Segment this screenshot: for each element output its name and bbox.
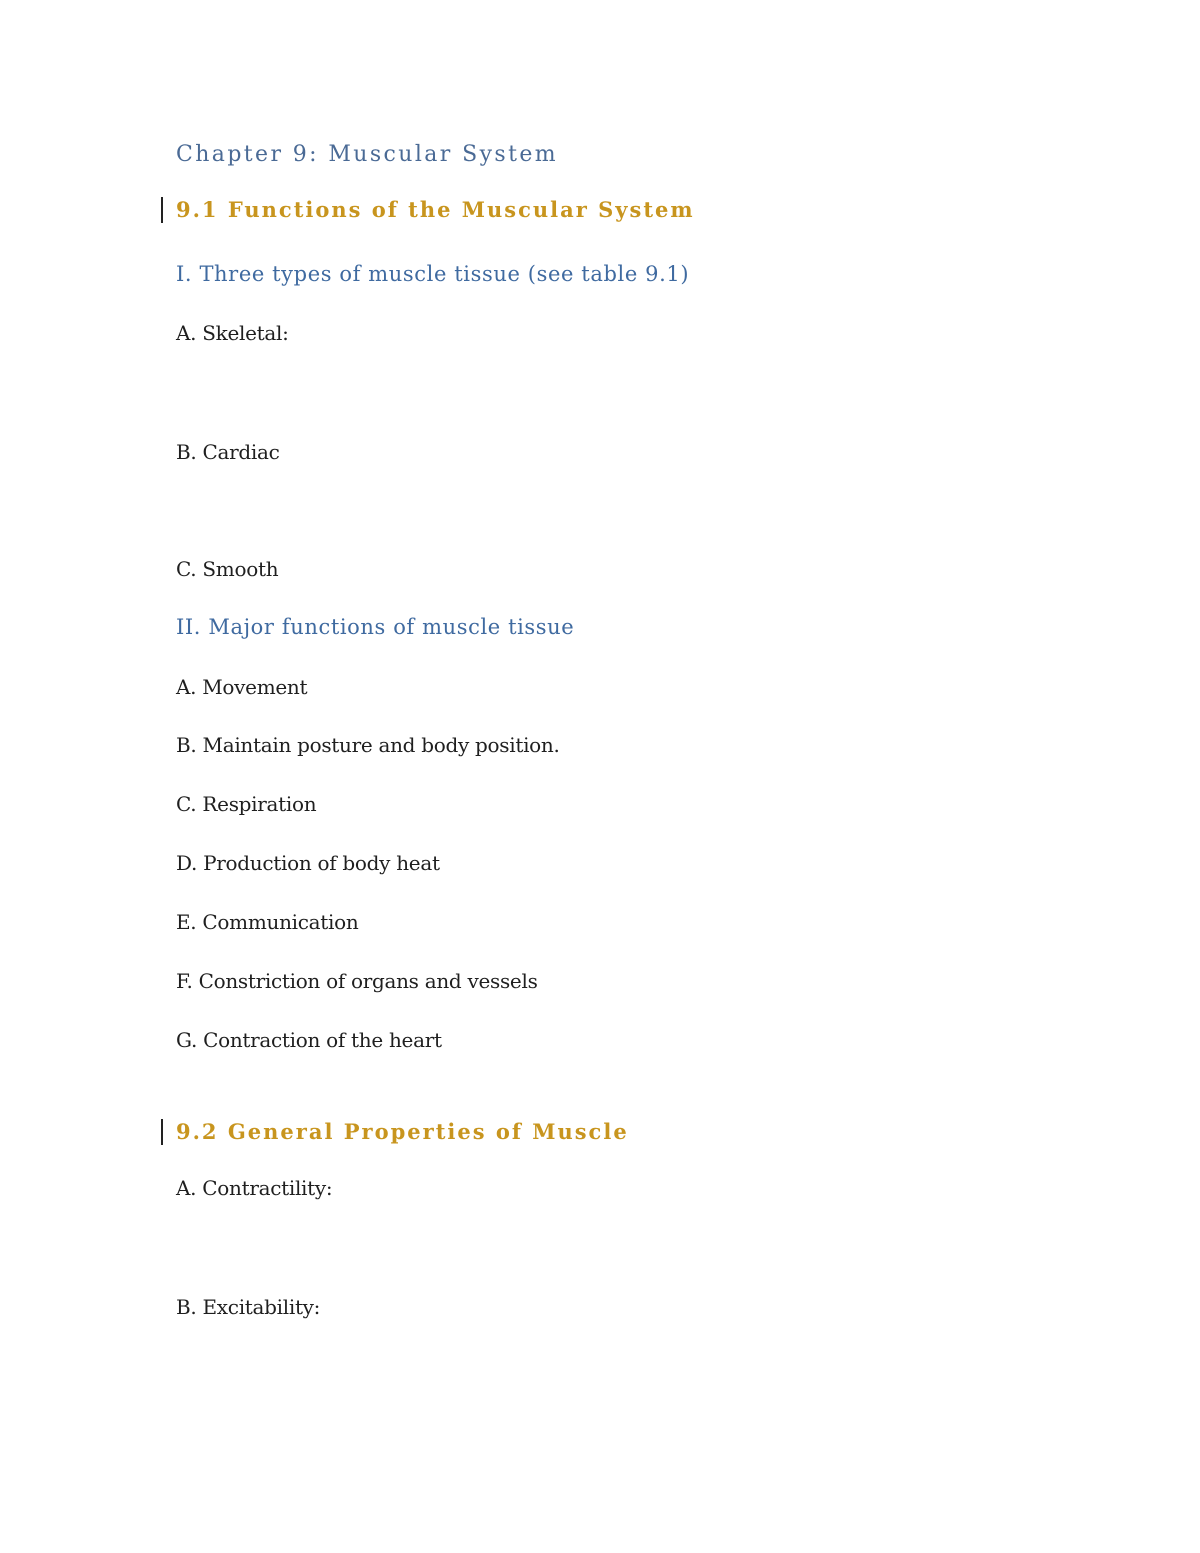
section-heading-9-2: 9.2 General Properties of Muscle [176, 1119, 629, 1144]
list-item-movement: A. Movement [176, 675, 308, 699]
change-bar-marker [161, 1119, 163, 1145]
subsection-heading-types: I. Three types of muscle tissue (see table 9.1) [176, 262, 690, 286]
list-item-heart: G. Contraction of the heart [176, 1028, 442, 1052]
list-item-smooth: C. Smooth [176, 557, 279, 581]
section-heading-9-1: 9.1 Functions of the Muscular System [176, 197, 695, 222]
list-item-constriction: F. Constriction of organs and vessels [176, 969, 538, 993]
list-item-communication: E. Communication [176, 910, 359, 934]
change-bar-marker [161, 197, 163, 223]
chapter-title: Chapter 9: Muscular System [176, 142, 559, 167]
list-item-respiration: C. Respiration [176, 792, 317, 816]
subsection-heading-functions: II. Major functions of muscle tissue [176, 615, 575, 639]
list-item-excitability: B. Excitability: [176, 1295, 321, 1319]
list-item-skeletal: A. Skeletal: [176, 321, 289, 345]
list-item-cardiac: B. Cardiac [176, 440, 280, 464]
list-item-posture: B. Maintain posture and body position. [176, 733, 560, 757]
list-item-contractility: A. Contractility: [176, 1176, 333, 1200]
list-item-body-heat: D. Production of body heat [176, 851, 440, 875]
